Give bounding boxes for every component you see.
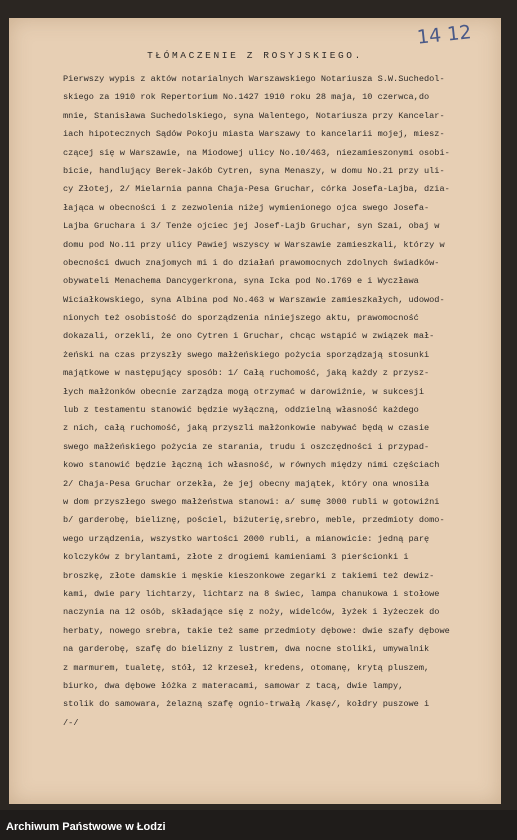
- text-line: nionych też osobistość do sporządzenia niniejszego aktu, prawomocność: [63, 313, 419, 324]
- text-line: w dom przyszłego swego małżeństwa stanowi: a/ sumę 3000 rubli w gotowiźni: [63, 496, 440, 507]
- document-body: [63, 70, 503, 732]
- document-title: TŁÓMACZENIE Z ROSYJSKIEGO.: [147, 50, 363, 61]
- text-line: Pierwszy wypis z aktów notarialnych Warszawskiego Notariusza S.W.Suchedol-: [63, 74, 445, 84]
- archive-name: Archiwum Państwowe w Łodzi: [6, 821, 166, 833]
- text-line: naczynia na 12 osób, składające się z noży, widelców, łyżek i łyżeczek do: [63, 607, 440, 618]
- text-line: Lajba Gruchara i 3/ Tenże ojciec jej Josef-Lajb Gruchar, syn Szai, obaj w: [63, 221, 440, 232]
- text-line: czącej się w Warszawie, na Miodowej ulicy No.10/463, niezamieszonymi osobi-: [63, 147, 450, 158]
- text-line: skiego za 1910 rok Repertorium No.1427 1910 roku 28 maja, 10 czerwca,do: [63, 92, 430, 103]
- text-line: Wiciałkowskiego, syna Albina pod No.463 w Warszawie zamieszkałych, udowod-: [63, 294, 445, 305]
- text-line: b/ garderobę, bieliznę, pościel, biżuterię,srebro, meble, przedmioty domo-: [63, 515, 445, 526]
- text-line: herbaty, nowego srebra, takie też same przedmioty dębowe: dwie szafy dębowe: [63, 625, 450, 636]
- text-line: łająca w obecności i z zezwolenia niżej wymienionego ojca swego Josefa-: [63, 202, 430, 213]
- text-line: majątkowe w następujący sposób: 1/ Całą ruchomość, jaką każdy z przysz-: [63, 368, 430, 379]
- text-line: dokazali, orzekli, że ono Cytren i Gruchar, chcąc wstąpić w związek mał-: [63, 331, 435, 342]
- text-line: kowo stanowić będzie łączną ich własność, w równych między nimi częściach: [63, 460, 440, 471]
- text-line: z nich, całą ruchomość, jaką przyszli małżonkowie nabywać będą w czasie: [63, 423, 430, 434]
- footer-bar: [0, 810, 517, 840]
- text-line: wego urządzenia, wszystko wartości 2000 rubli, a mianowicie: jedną parę: [63, 533, 430, 544]
- text-line: biurko, dwa dębowe łóżka z materacami, samowar z tacą, dwie lampy,: [63, 680, 404, 691]
- text-line: stolik do samowara, żelazną szafę ognio-trwałą /kasę/, kołdry puszowe i: [63, 699, 430, 710]
- text-line: łych małżonków obecnie zarządza mogą otrzymać w darowiźnie, w sukcesji: [63, 386, 424, 397]
- text-line: obywateli Menachema Dancygerkrona, syna Icka pod No.1769 e i Wyczława: [63, 276, 419, 287]
- text-line: /-/: [63, 717, 79, 728]
- text-line: broszkę, złote damskie i męskie kieszonkowe zegarki z takiemi też dewiz-: [63, 570, 435, 581]
- text-line: 2/ Chaja-Pesa Gruchar orzekła, że jej obecny majątek, który ona wnosiła: [63, 478, 430, 489]
- text-line: swego małżeńskiego pożycia ze starania, trudu i oszczędności i przypad-: [63, 441, 430, 452]
- text-line: żeński na czas przyszły swego małżeńskiego pożycia sporządzają stosunki: [63, 349, 430, 360]
- text-line: kolczyków z brylantami, złote z drogiemi kamieniami 3 pierścionki i: [63, 552, 409, 563]
- text-line: cy Złotej, 2/ Mielarnia panna Chaja-Pesa Gruchar, córka Josefa-Lajba, dzia-: [63, 184, 450, 195]
- text-line: obecności dwuch znajomych mi i do działań prawomocnych zdolnych świadków-: [63, 257, 440, 268]
- text-line: lub z testamentu stanowić będzie wyłączną, oddzielną własność każdego: [63, 405, 419, 416]
- text-line: bicie, handlujący Berek-Jakób Cytren, syna Menaszy, w domu No.21 przy uli-: [63, 165, 445, 176]
- text-line: na garderobę, szafę do bielizny z lustrem, dwa nocne stoliki, umywalnik: [63, 644, 430, 655]
- handwritten-page-number: 14 12: [415, 21, 473, 49]
- text-line: domu pod No.11 przy ulicy Pawiej wszyscy w Warszawie zamieszkali, którzy w: [63, 239, 445, 250]
- text-line: iach hipotecznych Sądów Pokoju miasta Warszawy to kancelarii mojej, miesz-: [63, 129, 445, 140]
- text-line: z marmurem, tualetę, stół, 12 krzeseł, kredens, otomanę, krytą pluszem,: [63, 662, 430, 673]
- document-page: [9, 18, 501, 804]
- text-line: kami, dwie pary lichtarzy, lichtarz na 8 świec, lampa chanukowa i stołowe: [63, 588, 440, 599]
- text-line: mnie, Stanisława Suchedolskiego, syna Walentego, Notariusza przy Kancelar-: [63, 110, 445, 121]
